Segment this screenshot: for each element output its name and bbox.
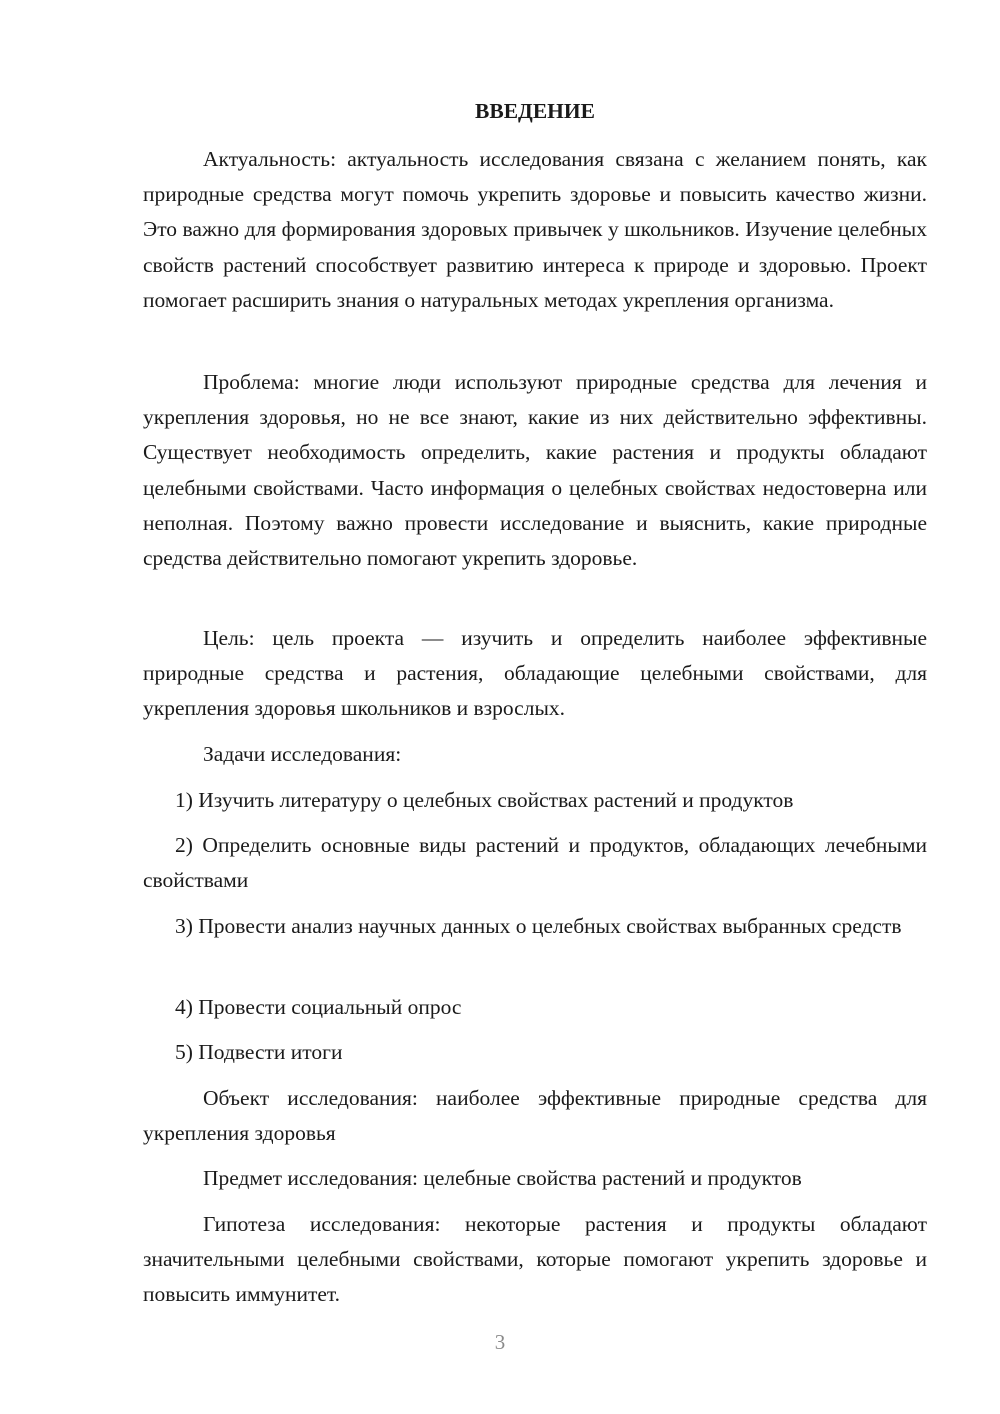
relevance-paragraph: Актуальность: актуальность исследования связана с желанием понять, как природные средства могут помочь укрепить здоровье и повысить качество жизни. Это важно для формирования здоровых привычек у школьников. Изучение целебных свойств растений способствует развитию интереса к природе и здоровью. Проект помогает расширить знания о натуральных методах укрепления организма. — [143, 147, 927, 312]
task-item-2: 2) Определить основные виды растений и продуктов, обладающих лечебными свойствами — [143, 833, 927, 893]
task-item-1: 1) Изучить литературу о целебных свойствах растений и продуктов — [175, 788, 794, 812]
page-number: 3 — [494, 1330, 506, 1354]
task-item-5: 5) Подвести итоги — [175, 1040, 343, 1064]
task-item-4: 4) Провести социальный опрос — [175, 995, 462, 1019]
goal-paragraph: Цель: цель проекта — изучить и определить наиболее эффективные природные средства и растения, обладающие целебными свойствами, для укрепления здоровья школьников и взрослых. — [143, 626, 927, 721]
hypothesis-paragraph: Гипотеза исследования: некоторые растения и продукты обладают значительными целебными свойствами, которые помогают укрепить здоровье и повысить иммунитет. — [143, 1212, 927, 1307]
page-title: ВВЕДЕНИЕ — [475, 99, 595, 123]
subject-paragraph: Предмет исследования: целебные свойства растений и продуктов — [203, 1166, 802, 1190]
object-paragraph: Объект исследования: наиболее эффективные природные средства для укрепления здоровья — [143, 1086, 927, 1146]
problem-paragraph: Проблема: многие люди используют природные средства для лечения и укрепления здоровья, но не все знают, какие из них действительно эффективны. Существует необходимость определить, какие растения и продукты обладают целебными свойствами. Часто информация о целебных свойствах недостоверна или неполная. Поэтому важно провести исследование и выяснить, какие природные средства действительно помогают укрепить здоровье. — [143, 370, 927, 571]
task-item-3: 3) Провести анализ научных данных о целебных свойствах выбранных средств — [175, 914, 902, 938]
tasks-heading: Задачи исследования: — [203, 742, 402, 766]
